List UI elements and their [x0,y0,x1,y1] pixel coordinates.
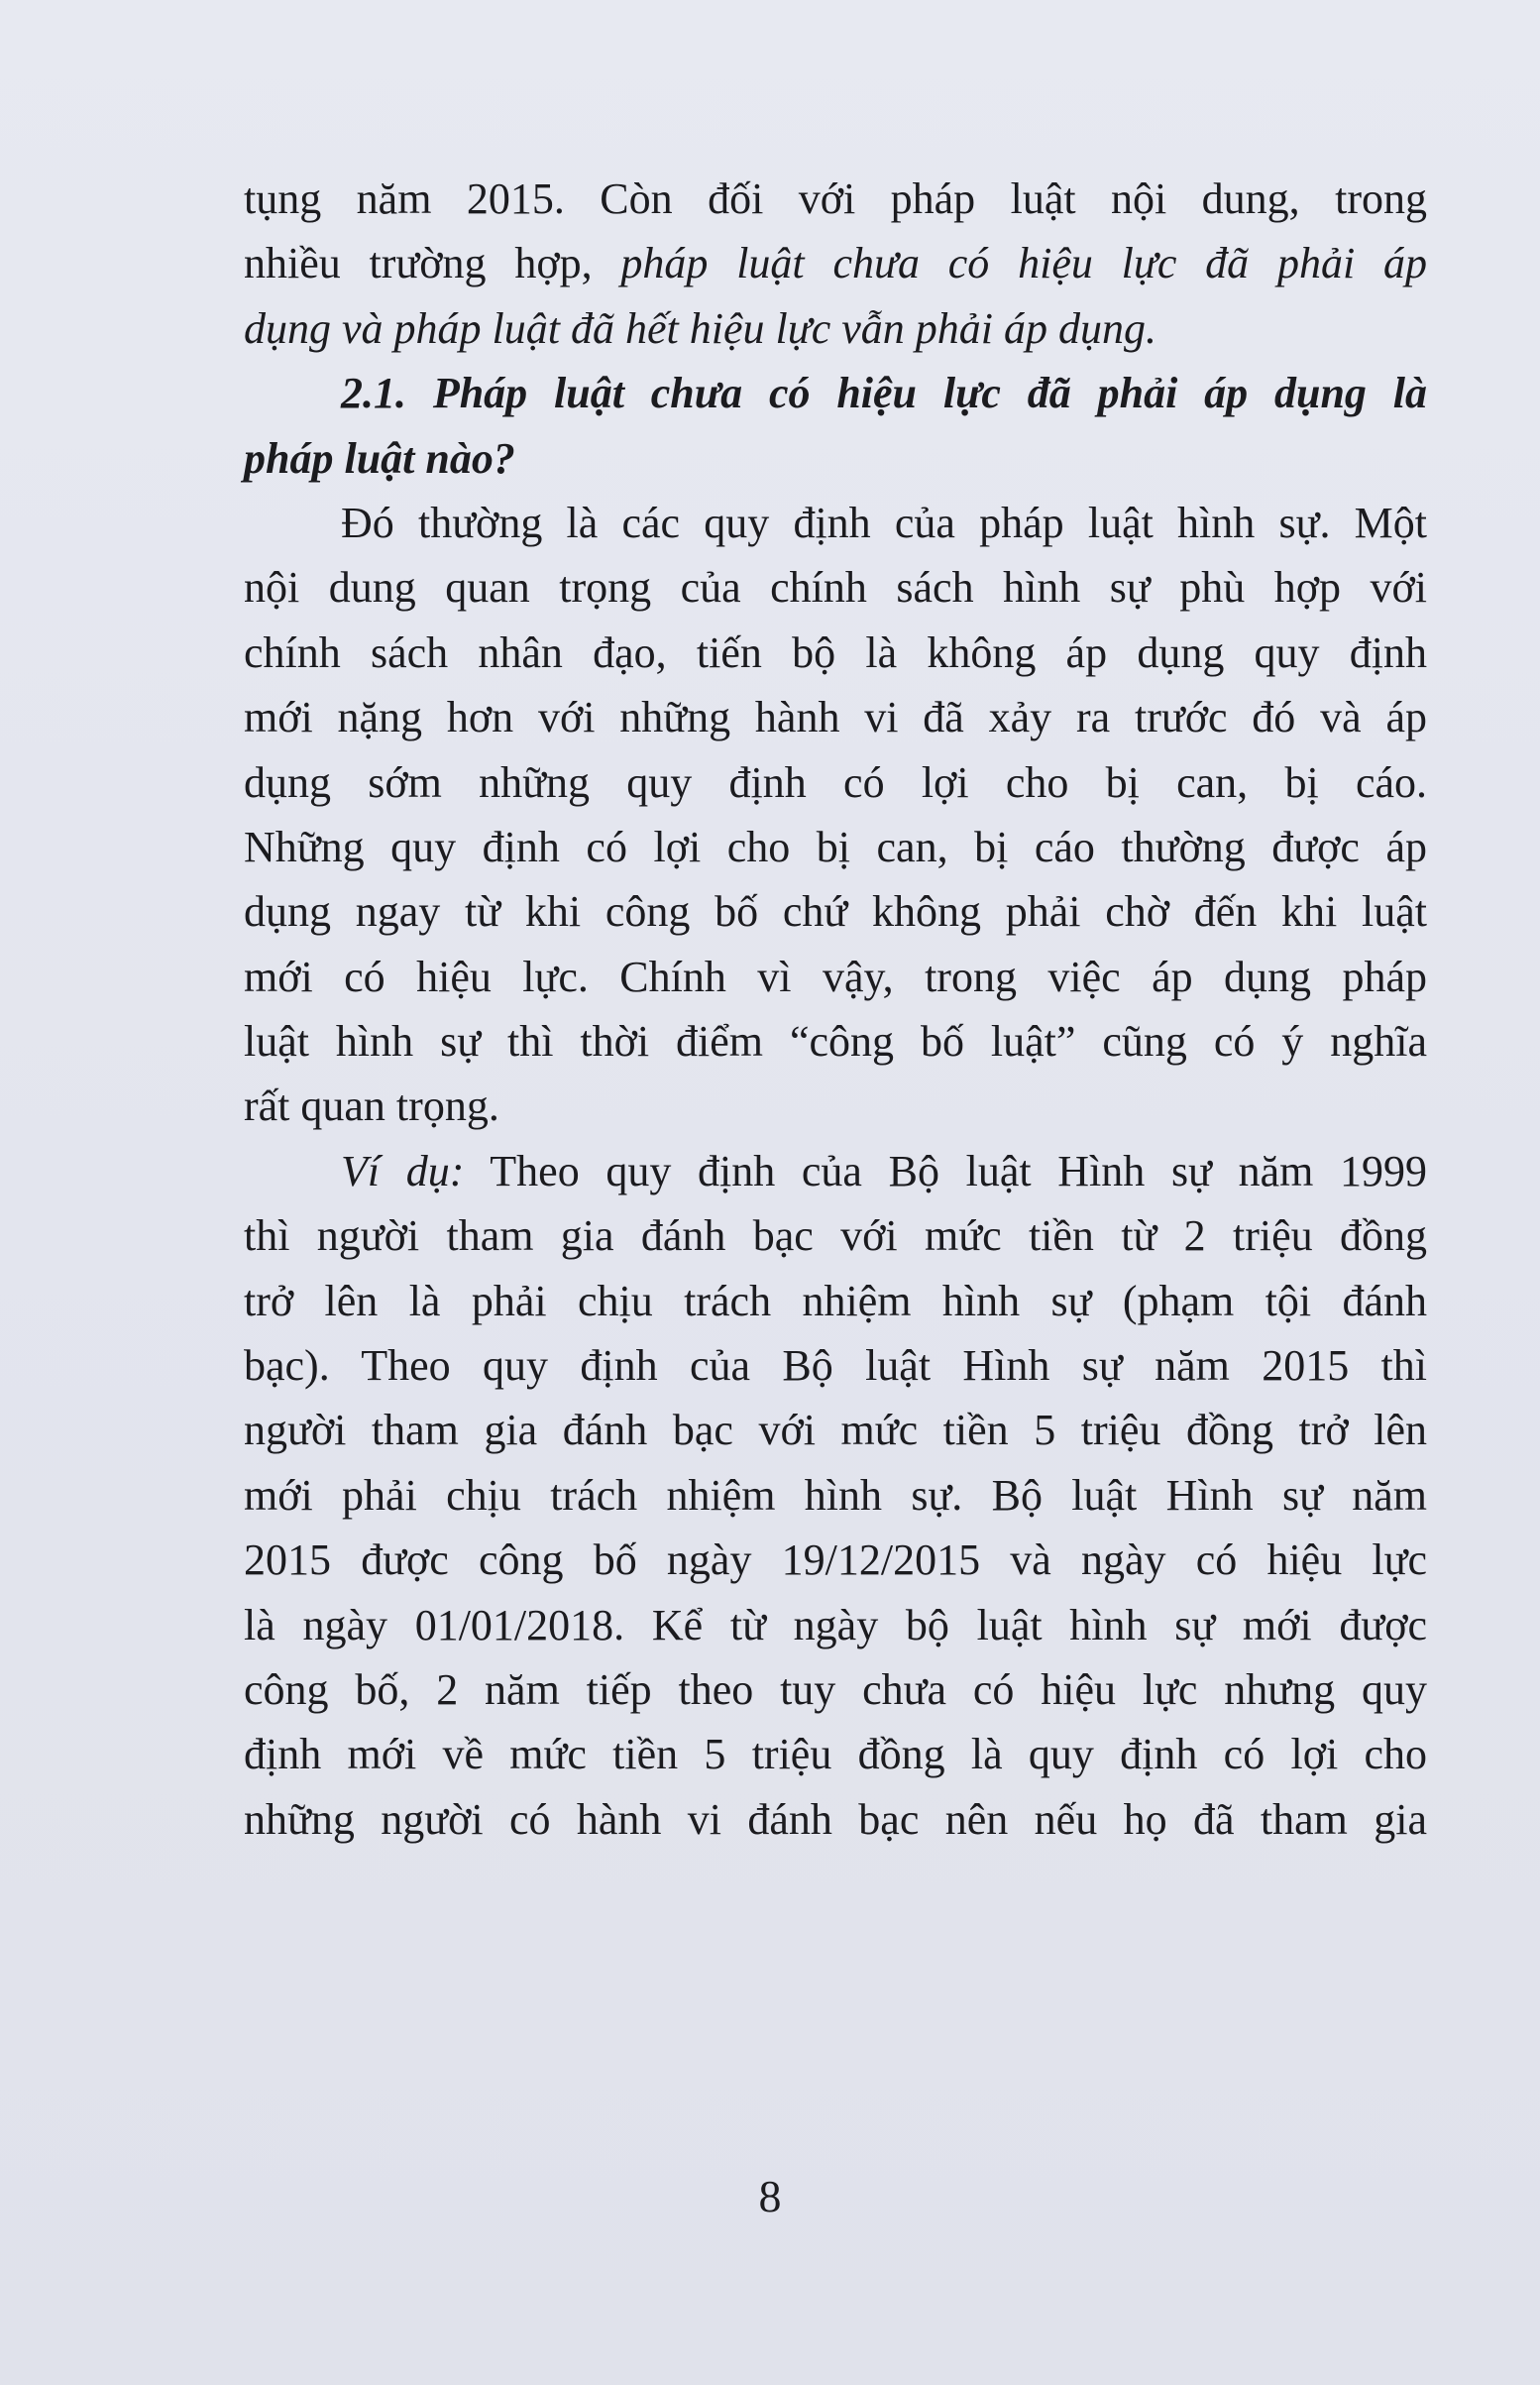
text-line [244,1593,1427,1657]
body-text [244,167,1427,1852]
section-heading-text: pháp luật nào? [244,433,515,483]
emphasis-text: Ví dụ: [341,1146,465,1195]
line-text: định mới về mức tiền 5 triệu đồng là quy định có lợi cho [244,1730,1427,1779]
text-line [244,685,1427,749]
text-line [244,1657,1427,1722]
line-text: nội dung quan trọng của chính sách hình sự phù hợp với [244,563,1427,613]
line-text: Đó thường là các quy định của pháp luật hình sự. Một [341,498,1427,547]
line-text: mới phải chịu trách nhiệm hình sự. Bộ luật Hình sự năm [244,1470,1427,1520]
line-text: rất quan trọng. [244,1081,499,1131]
text-line [244,1333,1427,1398]
text-line [244,167,1427,231]
line-text: dụng ngay từ khi công bố chứ không phải chờ đến khi luật [244,887,1427,937]
emphasis-text: pháp luật chưa có hiệu lực đã phải áp [620,239,1427,288]
text-line [244,231,1427,295]
line-text: những người có hành vi đánh bạc nên nếu họ đã tham gia [244,1794,1427,1844]
text-line [244,621,1427,685]
line-text: Những quy định có lợi cho bị can, bị cáo thường được áp [244,822,1427,871]
text-line [244,1722,1427,1786]
text-line [244,1203,1427,1268]
line-text: nhiều trường hợp, [244,239,621,288]
section-heading-text: 2.1. Pháp luật chưa có hiệu lực đã phải áp dụng là [341,369,1427,418]
line-text: mới có hiệu lực. Chính vì vậy, trong việc áp dụng pháp [244,952,1427,1001]
text-line [244,1269,1427,1333]
line-text: thì người tham gia đánh bạc với mức tiền từ 2 triệu đồng [244,1211,1427,1261]
line-text: luật hình sự thì thời điểm “công bố luật” cũng có ý nghĩa [244,1017,1427,1067]
text-line [244,426,1427,491]
text-line [244,1139,1427,1203]
emphasis-text: dụng và pháp luật đã hết hiệu lực vẫn phải áp dụng. [244,303,1156,353]
text-line [244,296,1427,361]
line-text: mới nặng hơn với những hành vi đã xảy ra trước đó và áp [244,693,1427,742]
page-number: 8 [758,2171,782,2221]
line-text: tụng năm 2015. Còn đối với pháp luật nội dung, trong [244,174,1427,223]
line-text: người tham gia đánh bạc với mức tiền 5 triệu đồng trở lên [244,1406,1427,1455]
text-line [244,361,1427,425]
text-line [244,1787,1427,1852]
text-line [244,1074,1427,1138]
line-text: công bố, 2 năm tiếp theo tuy chưa có hiệu lực nhưng quy [244,1664,1427,1714]
text-line [244,1398,1427,1462]
text-line [244,945,1427,1009]
text-line [244,1463,1427,1528]
line-text: 2015 được công bố ngày 19/12/2015 và ngày có hiệu lực [244,1535,1427,1585]
line-text: là ngày 01/01/2018. Kể từ ngày bộ luật hình sự mới được [244,1600,1427,1649]
line-text: dụng sớm những quy định có lợi cho bị can, bị cáo. [244,757,1427,807]
text-line [244,879,1427,944]
line-text: trở lên là phải chịu trách nhiệm hình sự (phạm tội đánh [244,1276,1427,1325]
line-text: Theo quy định của Bộ luật Hình sự năm 1999 [464,1146,1427,1195]
text-line [244,1009,1427,1074]
text-line [244,750,1427,815]
line-text: chính sách nhân đạo, tiến bộ là không áp dụng quy định [244,627,1427,677]
text-line [244,1528,1427,1592]
text-line [244,815,1427,879]
text-line [244,555,1427,620]
line-text: bạc). Theo quy định của Bộ luật Hình sự năm 2015 thì [244,1341,1427,1391]
text-line [244,491,1427,555]
